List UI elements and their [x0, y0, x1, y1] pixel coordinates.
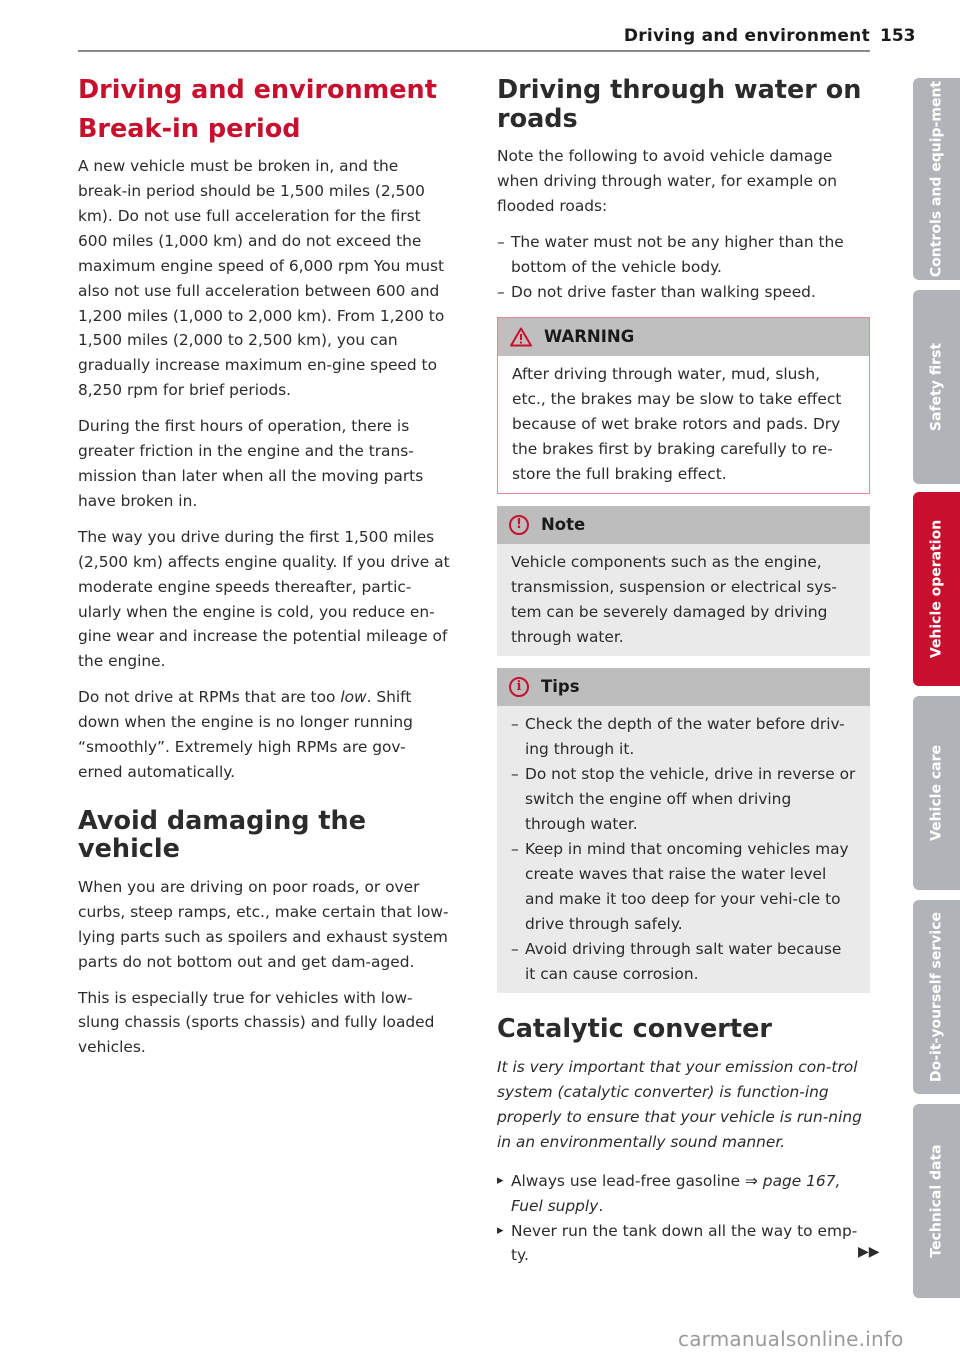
- catalytic-heading: Catalytic converter: [497, 1013, 772, 1044]
- fuel-supply-link[interactable]: ⇒ page 167, Fuel supply: [511, 1171, 841, 1215]
- note-text: Vehicle components such as the engine, transmission, suspension or electrical sys-tem can be severely damaged by driving through water.: [511, 552, 837, 646]
- tips-list-item: – Keep in mind that oncoming vehicles may create waves that raise the water level and make it too deep for your vehi-cle to drive through safely.: [511, 837, 856, 937]
- warning-label: WARNING: [544, 327, 635, 347]
- page-number: 153: [880, 26, 916, 46]
- note-header: [497, 506, 870, 544]
- catalytic-list: [497, 1169, 870, 1269]
- tips-body: [497, 706, 870, 993]
- catalytic-item-1-end: .: [598, 1196, 604, 1215]
- tips-header: [497, 668, 870, 706]
- side-tab-vehicle-care[interactable]: [913, 696, 960, 890]
- avoid-damage-paragraph-2: This is especially true for vehicles with low-slung chassis (sports chassis) and fully loaded vehicles.: [78, 988, 435, 1057]
- breakin-paragraph-2: During the first hours of operation, there is greater friction in the engine and the trans-mission than later when all the moving parts have broken in.: [78, 417, 424, 510]
- warning-header: [498, 318, 869, 356]
- tips-label: Tips: [541, 677, 580, 697]
- side-tab-label: Technical data: [928, 1144, 944, 1258]
- tips-list: [511, 712, 856, 987]
- side-tab-label: Controls and equip-ment: [928, 80, 944, 278]
- tips-list-item: – Avoid driving through salt water because it can cause corrosion.: [511, 937, 856, 987]
- water-intro: Note the following to avoid vehicle damage when driving through water, for example on flooded roads:: [497, 147, 837, 215]
- side-tab-label: Safety first: [928, 342, 944, 432]
- right-column: [497, 76, 870, 1268]
- water-list-item: – The water must not be any higher than the bottom of the vehicle body.: [497, 230, 870, 280]
- breakin-p4-start: Do not drive at RPMs that are too: [78, 688, 341, 707]
- tips-box: [497, 668, 870, 993]
- note-label: Note: [541, 515, 586, 535]
- side-tab-technical-data[interactable]: [913, 1104, 960, 1298]
- side-tab-label: Do-it-yourself service: [928, 911, 944, 1083]
- side-tab-label: Vehicle operation: [928, 519, 944, 659]
- continue-arrow-icon: ▶▶: [858, 1244, 880, 1260]
- warning-box: [497, 317, 870, 494]
- info-circle-icon: i: [509, 677, 529, 697]
- catalytic-intro: It is very important that your emission con-trol system (catalytic converter) is function-ing properly to ensure that your vehicle is run-ning in an environmentally sound manner.: [497, 1058, 862, 1151]
- note-box: [497, 506, 870, 656]
- breakin-p4-emphasis: low: [340, 688, 367, 707]
- chapter-title: Driving and environment: [78, 75, 437, 105]
- side-tab-label: Vehicle care: [928, 745, 944, 841]
- breakin-paragraph-3: The way you drive during the first 1,500 miles (2,500 km) affects engine quality. If you drive at moderate engine speeds thereafter, partic-ularly when the engine is cold, you reduce en-gine wear and increase the potential mileage of the engine.: [78, 527, 450, 671]
- breakin-heading: Break-in period: [78, 113, 301, 144]
- exclamation-circle-icon: !: [509, 515, 529, 535]
- warning-triangle-icon: [510, 327, 532, 347]
- catalytic-item-1-text: Always use lead-free gasoline: [511, 1171, 746, 1190]
- watermark: carmanualsonline.info: [678, 1327, 904, 1351]
- water-heading: Driving through water on roads: [497, 75, 862, 134]
- note-body: [497, 544, 870, 656]
- breakin-p4-end: . Shift down when the engine is no longer running “smoothly”. Extremely high RPMs are gov-erned automatically.: [78, 688, 413, 781]
- side-tab-vehicle-operation[interactable]: [913, 492, 960, 686]
- warning-text: After driving through water, mud, slush, etc., the brakes may be slow to take effect because of wet brake rotors and pads. Dry the brakes first by braking carefully to re-store the full braking effect.: [512, 364, 842, 483]
- tips-list-item: – Do not stop the vehicle, drive in reverse or switch the engine off when driving through water.: [511, 762, 856, 837]
- side-tab-safety[interactable]: [913, 290, 960, 484]
- tips-list-item: – Check the depth of the water before driv-ing through it.: [511, 712, 856, 762]
- side-tab-controls[interactable]: [913, 78, 960, 280]
- water-list-item: – Do not drive faster than walking speed.: [497, 280, 870, 305]
- breakin-paragraph-1: A new vehicle must be broken in, and the break-in period should be 1,500 miles (2,500 km). Do not use full acceleration for the first 600 miles (1,000 km) and do not exceed the maximum engine speed of 6,000 rpm You must also not use full acceleration between 600 and 1,200 miles (1,000 to 2,000 km). From 1,200 to 1,500 miles (2,000 to 2,500 km), you can gradually increase maximum en-gine speed to 8,250 rpm for brief periods.: [78, 157, 445, 400]
- avoid-damage-heading: Avoid damaging the vehicle: [78, 805, 366, 865]
- left-column: [78, 76, 450, 1060]
- breakin-paragraph-4: [78, 685, 450, 785]
- side-tab-diy-service[interactable]: [913, 900, 960, 1094]
- avoid-damage-paragraph-1: When you are driving on poor roads, or over curbs, steep ramps, etc., make certain that low-lying parts such as spoilers and exhaust system parts do not bottom out and get dam-aged.: [78, 877, 449, 971]
- header-rule: [78, 50, 870, 52]
- catalytic-list-item: [497, 1169, 870, 1219]
- catalytic-list-item: ▸ Never run the tank down all the way to emp-ty.: [497, 1219, 870, 1269]
- water-list: [497, 230, 870, 305]
- running-header-section: Driving and environment: [623, 26, 870, 46]
- warning-body: [498, 356, 869, 493]
